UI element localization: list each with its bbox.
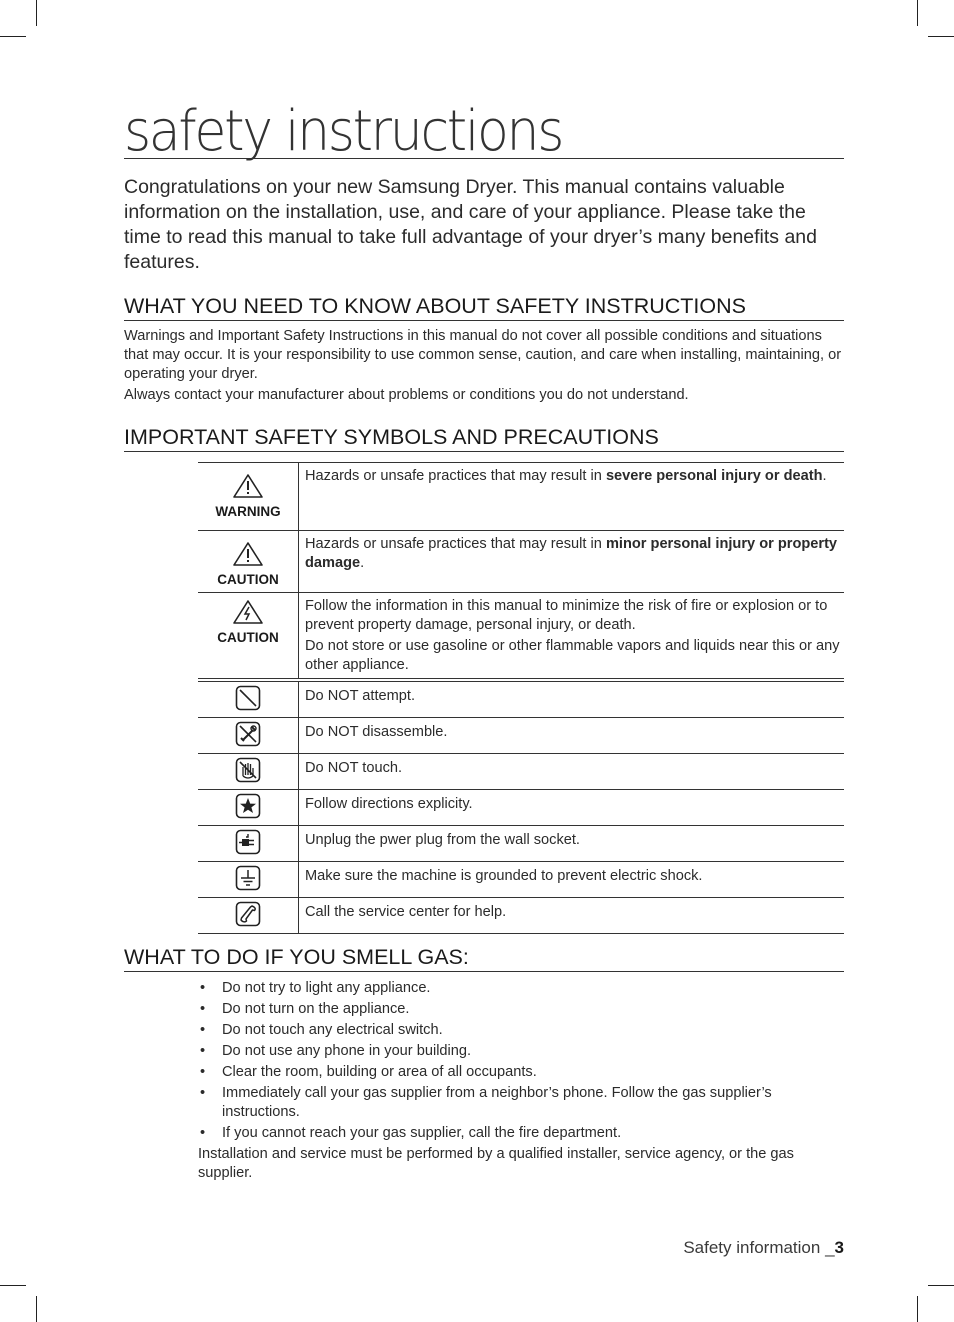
section-heading-smell-gas: WHAT TO DO IF YOU SMELL GAS: <box>124 945 844 972</box>
list-item: • Do not use any phone in your building. <box>198 1042 844 1061</box>
list-item: • If you cannot reach your gas supplier, call the fire department. <box>198 1124 844 1143</box>
hazard-text: Hazards or unsafe practices that may result in <box>305 536 606 552</box>
phone-icon <box>235 901 261 927</box>
symbol-row <box>198 718 844 754</box>
crop-mark <box>36 0 37 26</box>
ground-icon <box>235 865 261 891</box>
do-not-attempt-icon <box>235 685 261 711</box>
symbol-row <box>198 826 844 862</box>
crop-mark <box>36 1296 37 1322</box>
hazard-text-emphasis: severe personal injury or death <box>605 468 823 484</box>
section-heading-safety-instructions: WHAT YOU NEED TO KNOW ABOUT SAFETY INSTRUCTIONS <box>124 294 844 321</box>
symbol-row <box>198 754 844 790</box>
fire-caution-icon <box>232 599 264 625</box>
hazard-text-emphasis: minor personal injury or property damage <box>305 536 838 571</box>
warning-triangle-icon <box>232 473 264 499</box>
crop-mark <box>928 1285 954 1286</box>
list-item: • Do not turn on the appliance. <box>198 1000 844 1019</box>
hazard-label: CAUTION <box>217 572 279 587</box>
hazard-label: CAUTION <box>217 630 279 645</box>
do-not-disassemble-icon <box>235 721 261 747</box>
symbol-text: Call the service center for help. <box>299 898 845 934</box>
symbol-text: Do NOT touch. <box>299 754 845 790</box>
crop-mark <box>917 1296 918 1322</box>
section1-paragraph: Warnings and Important Safety Instructions in this manual do not cover all possible conditions and situations that may occur. It is your responsibility to use common sense, caution, and care when installing, maintaining, or operating your dryer. <box>124 328 842 382</box>
crop-mark <box>0 1285 26 1286</box>
follow-directions-icon <box>235 793 261 819</box>
symbol-text: Unplug the pwer plug from the wall socket. <box>299 826 845 862</box>
hazard-text: Do not store or use gasoline or other flammable vapors and liquids near this or any other appliance. <box>305 638 840 673</box>
symbol-text: Do NOT disassemble. <box>299 718 845 754</box>
symbol-row <box>198 898 844 934</box>
hazard-row-caution: CAUTION Hazards or unsafe practices that may result in minor personal injury or property damage. <box>198 531 844 593</box>
page-title: safety instructions <box>124 104 844 159</box>
hazard-text: Hazards or unsafe practices that may result in <box>305 468 606 484</box>
hazard-row-fire-caution <box>198 593 844 679</box>
hazard-row-warning: WARNING Hazards or unsafe practices that may result in severe personal injury or death. <box>198 463 844 531</box>
symbol-text: Make sure the machine is grounded to prevent electric shock. <box>299 862 845 898</box>
crop-mark <box>917 0 918 26</box>
gas-instructions-list <box>198 979 844 1145</box>
do-not-touch-icon <box>235 757 261 783</box>
symbol-table <box>198 681 844 934</box>
footer-section-label: Safety information _ <box>683 1238 835 1257</box>
hazard-table <box>198 462 844 679</box>
section-heading-symbols: IMPORTANT SAFETY SYMBOLS AND PRECAUTIONS <box>124 425 844 452</box>
intro-paragraph: Congratulations on your new Samsung Dryer. This manual contains valuable information on the installation, use, and care of your appliance. Please take the time to read this manual to take full advantage of your dryer’s many benefits and features. <box>124 176 818 273</box>
section1-paragraph-contact: Always contact your manufacturer about problems or conditions you do not understand. <box>124 387 689 403</box>
symbol-row <box>198 862 844 898</box>
symbol-row <box>198 790 844 826</box>
unplug-icon <box>235 829 261 855</box>
crop-mark <box>928 36 954 37</box>
hazard-text: Follow the information in this manual to minimize the risk of fire or explosion or to prevent property damage, personal injury, or death. <box>305 598 828 633</box>
crop-mark <box>0 36 26 37</box>
symbol-text: Do NOT attempt. <box>299 682 845 718</box>
list-item: • Immediately call your gas supplier from a neighbor’s phone. Follow the gas supplier’s instructions. <box>198 1084 844 1122</box>
list-item: • Clear the room, building or area of all occupants. <box>198 1063 844 1082</box>
symbol-text: Follow directions explicity. <box>299 790 845 826</box>
hazard-label: WARNING <box>215 504 281 519</box>
page-number: 3 <box>834 1238 844 1257</box>
list-item: • Do not touch any electrical switch. <box>198 1021 844 1040</box>
list-item: • Do not try to light any appliance. <box>198 979 844 998</box>
caution-triangle-icon <box>232 541 264 567</box>
page-footer <box>683 1238 844 1258</box>
closing-paragraph: Installation and service must be performed by a qualified installer, service agency, or the gas supplier. <box>198 1146 794 1181</box>
symbol-row <box>198 682 844 718</box>
